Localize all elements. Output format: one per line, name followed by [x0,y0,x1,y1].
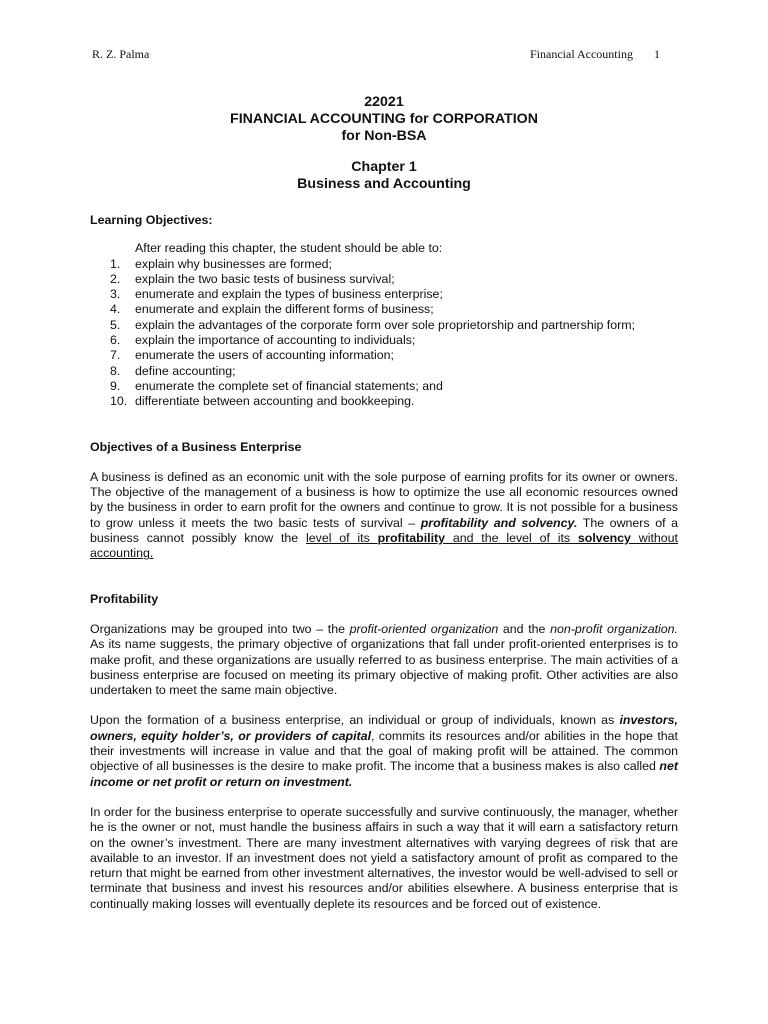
paragraph-text: A business is defined as an economic unit with the sole purpose of earning profits for its owner or owners. The objective of the management of a business is how to optimize the use all economic resources owned by the business in order to earn profit for the owners and continue to grow. It is not possible for a business to grow unless it meets the two basic tests of survival – [90,469,678,530]
emphasis-text: solvency [577,531,631,546]
learning-objective-item [90,348,678,363]
list-item-text: enumerate and explain the different forms of business; [135,302,434,317]
learning-objective-item [90,333,678,348]
list-number: 9. [110,378,121,393]
emphasis-text: profitability and solvency. [420,515,578,530]
learning-objective-item [90,302,678,317]
paragraph-text: As its name suggests, the primary objective of organizations that fall under profit-oriented enterprises is to make profit, and these organizations are usually referred to as business enterprise. The main activities of a business enterprise are focused on meeting its primary objective of making profit. Other activities are also undertaken to meet the same main objective. [90,637,678,698]
list-number: 4. [110,302,121,317]
list-number: 6. [110,333,121,348]
underlined-text: level of its [305,531,378,546]
list-item-text: explain the importance of accounting to individuals; [135,333,416,348]
list-item-text: enumerate the users of accounting information; [135,348,394,363]
document-body [90,94,678,912]
running-header-author: R. Z. Palma [92,47,150,61]
paragraph-text: and the [498,621,551,636]
learning-objective-item [90,287,678,302]
list-number: 5. [110,317,121,332]
underlined-text: and the level of its [445,531,578,546]
list-number: 2. [110,271,121,286]
list-number: 3. [110,287,121,302]
learning-objective-item [90,318,678,333]
learning-objectives-intro: After reading this chapter, the student should be able to: [135,241,443,256]
emphasis-text: net income or net profit or return on investment. [90,759,678,789]
list-item-text: explain the two basic tests of business survival; [135,271,395,286]
chapter-name: Business and Accounting [297,176,471,192]
running-header-course: Financial Accounting [530,47,633,61]
profitability-paragraph-1 [90,622,678,698]
profitability-paragraph-3: In order for the business enterprise to operate successfully and survive continuously, the manager, whether he is the owner or not, must handle the business affairs in such a way that it will earn a satisfactory return on the owner’s investment. There are many investment alternatives with varying degrees of risk that are available to an investor. If an investment does not yield a satisfactory amount of profit as compared to the return that might be earned from other investment alternatives, the investor would be well-advised to sell or terminate that business and invest his resources and/or abilities elsewhere. A business enterprise that is continually making losses will eventually deplete its resources and be forced out of existence. [90,804,678,911]
learning-objectives-list [90,257,678,410]
page-number: 1 [654,47,660,61]
profitability-paragraph-2 [90,713,678,789]
learning-objectives-heading: Learning Objectives: [90,213,213,227]
list-item-text: differentiate between accounting and bookkeeping. [135,394,415,409]
paragraph-text: Upon the formation of a business enterprise, an individual or group of individuals, known as [90,713,620,728]
learning-objective-item [90,394,678,409]
list-number: 7. [110,348,121,363]
emphasis-text: profitability [377,531,446,546]
list-item-text: enumerate the complete set of financial statements; and [135,378,443,393]
paragraph-text: Organizations may be grouped into two – the [90,621,350,636]
list-item-text: explain why businesses are formed; [135,256,332,271]
list-number: 10. [110,394,128,409]
learning-objective-item [90,379,678,394]
list-number: 1. [110,256,121,271]
objectives-section-heading: Objectives of a Business Enterprise [90,439,302,454]
underlined-text: without accounting. [90,531,679,561]
paragraph-text: The owners of a business cannot possibly know the [90,515,679,546]
list-item-text: explain the advantages of the corporate form over sole proprietorship and partnership form; [135,317,636,332]
italic-term: non-profit organization. [550,621,678,636]
profitability-heading: Profitability [90,591,159,606]
list-number: 8. [110,363,121,378]
learning-objective-item [90,272,678,287]
list-item-text: define accounting; [135,363,236,378]
course-code: 22021 [364,94,404,110]
course-audience: for Non-BSA [341,128,427,144]
learning-objective-item [90,257,678,272]
paragraph-text: , commits its resources and/or abilities in the hope that their investments will increase in value and that the goal of making profit will be attained. The common objective of all businesses is the desire to make profit. The income that a business makes is also called [90,728,678,774]
italic-term: profit-oriented organization [349,621,499,636]
list-item-text: enumerate and explain the types of business enterprise; [135,287,443,302]
chapter-label: Chapter 1 [351,159,417,175]
learning-objective-item [90,364,678,379]
emphasis-text: investors, owners, equity holder’s, or providers of capital [90,713,678,743]
objectives-paragraph [90,470,678,562]
course-title: FINANCIAL ACCOUNTING for CORPORATION [230,111,538,127]
